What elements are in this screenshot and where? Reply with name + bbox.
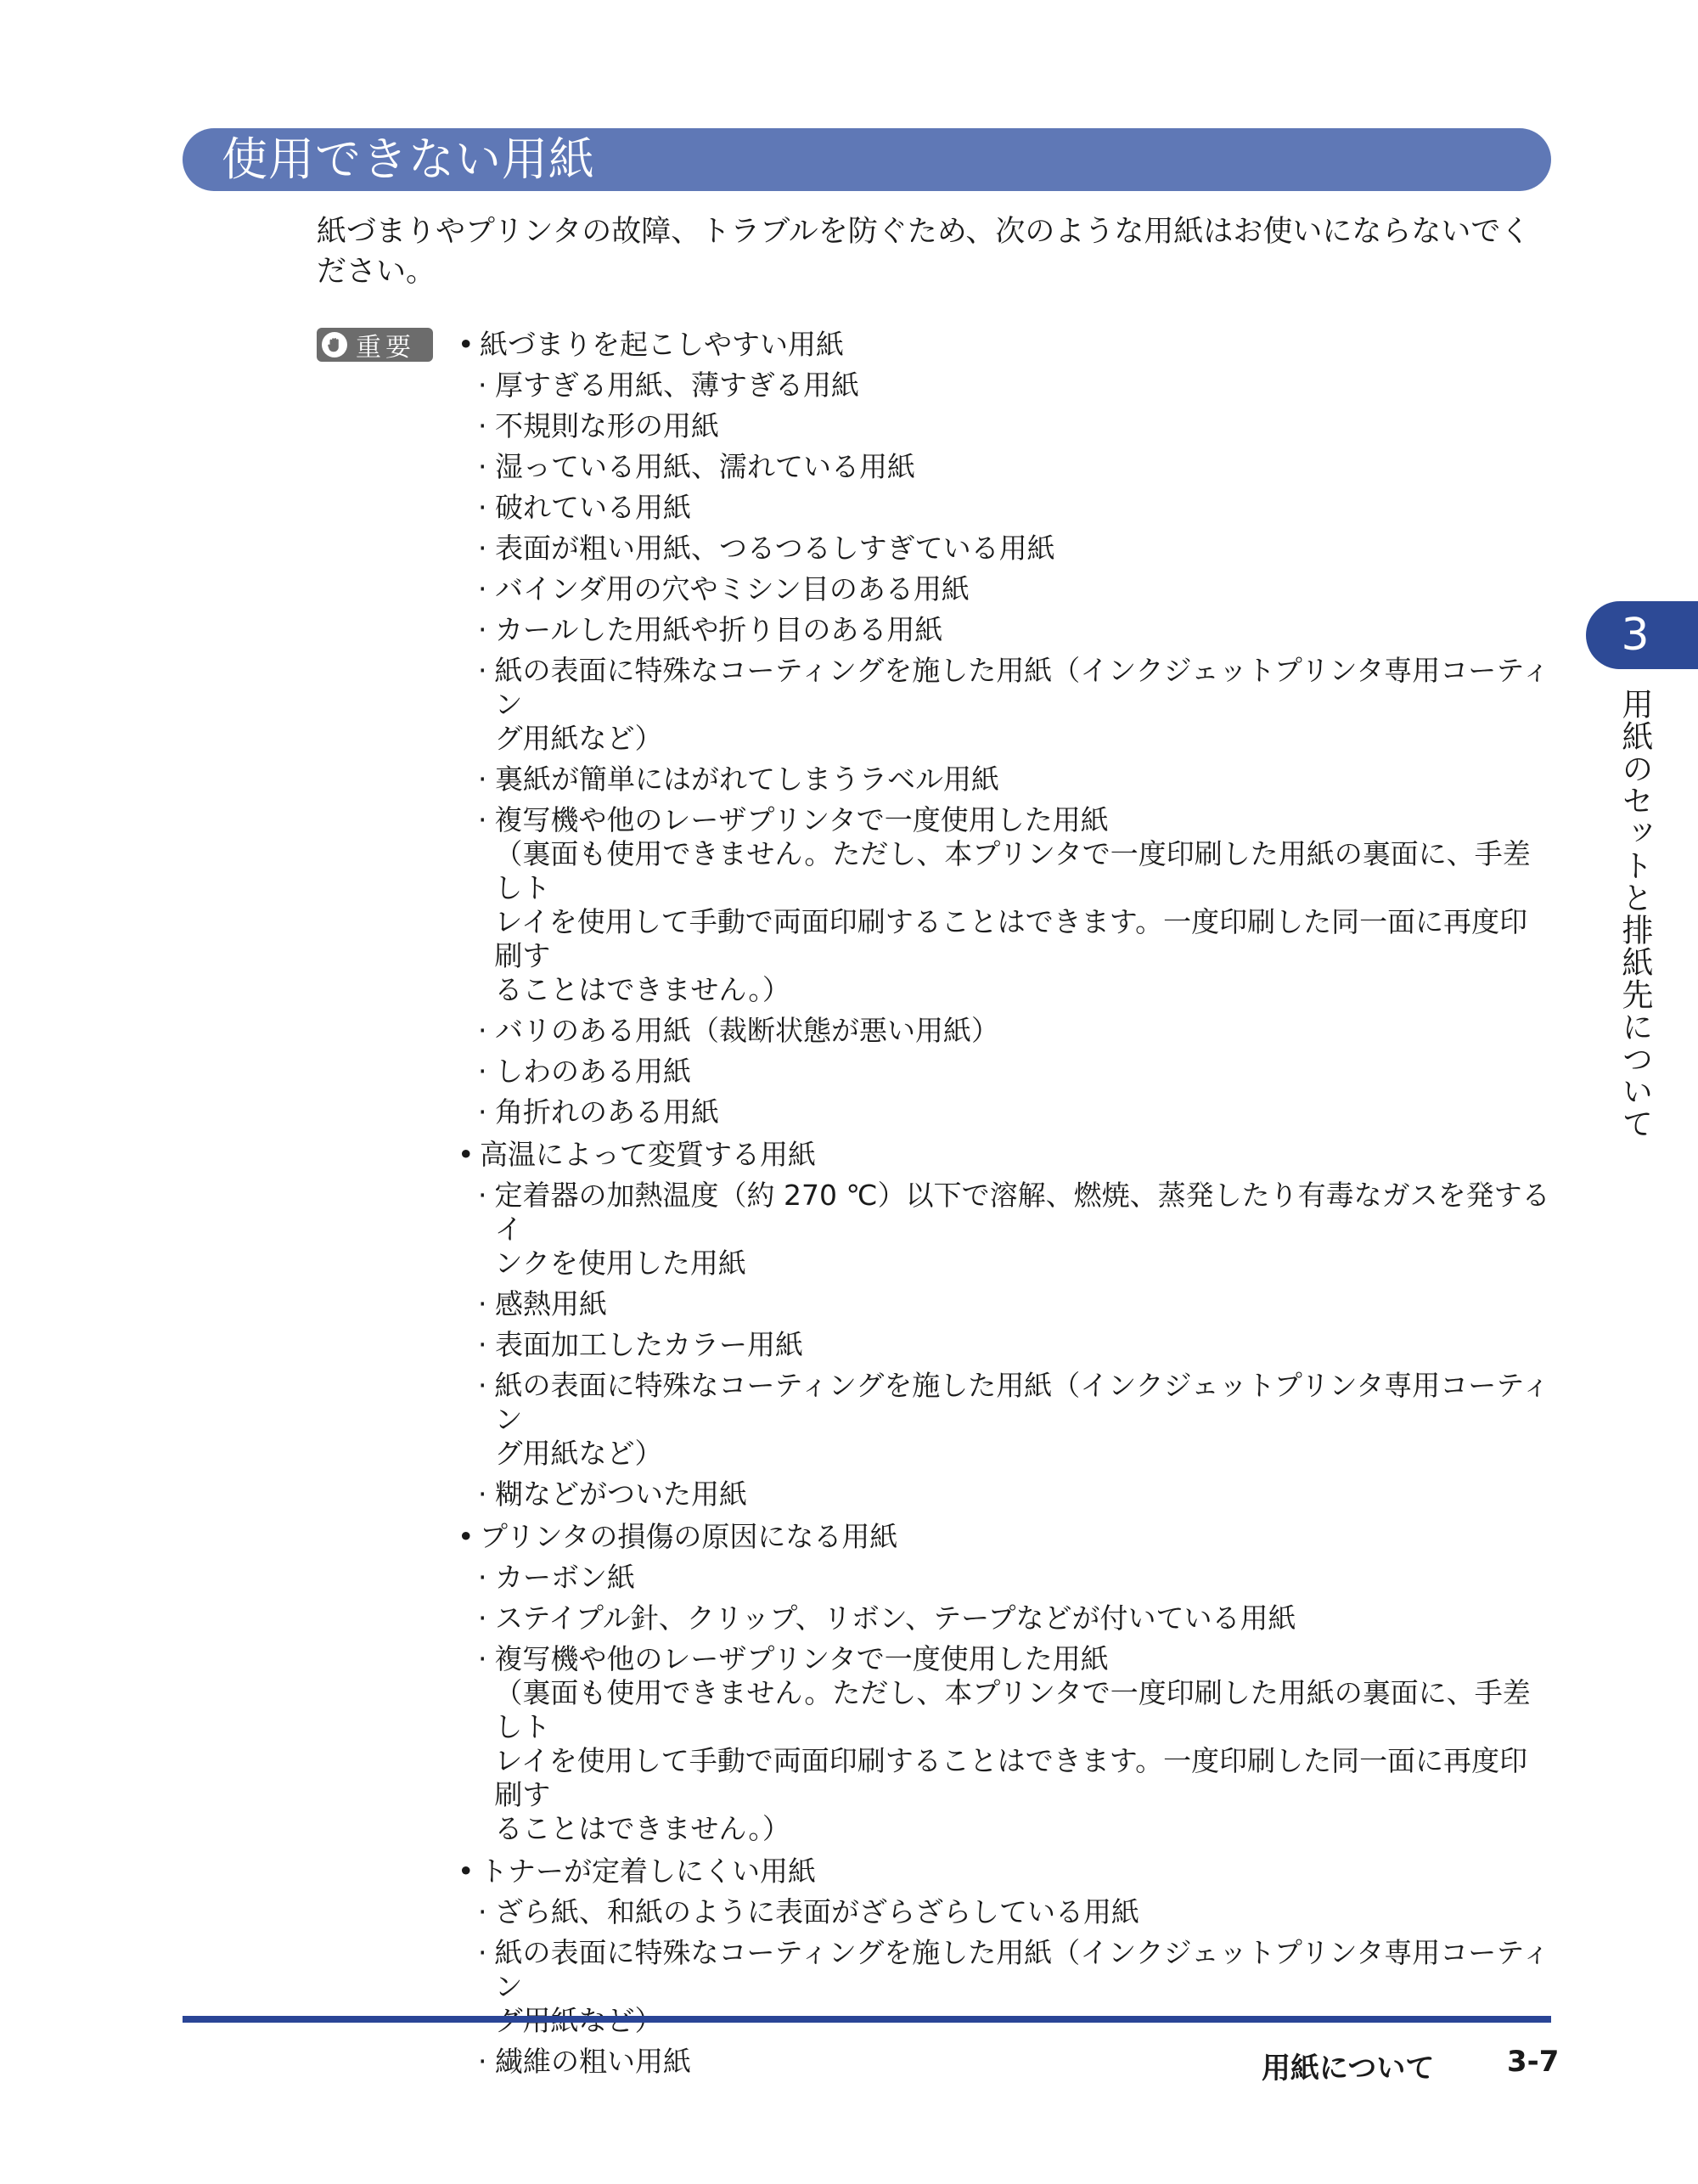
list-item [454, 1179, 1554, 1281]
sub-bullet-icon: · [478, 1369, 487, 1402]
sub-bullet-icon: · [478, 613, 487, 646]
list-item-text: グ用紙など） [494, 1437, 663, 1470]
sub-bullet-icon: · [478, 572, 487, 605]
list-item [454, 1642, 1554, 1846]
list-item [454, 369, 1554, 402]
list-item-text: ざら紙、和紙のように表面がざらざらしている用紙 [495, 1895, 1139, 1928]
sub-bullet-icon: · [478, 1179, 487, 1212]
list-item-text: ることはできません。） [494, 1812, 790, 1845]
sub-bullet-icon: · [478, 1601, 487, 1635]
sub-bullet-icon: · [478, 1895, 487, 1928]
list-item-text: 角折れのある用紙 [495, 1095, 719, 1129]
list-group [454, 1138, 1554, 1511]
sub-bullet-icon: · [478, 654, 487, 687]
list-item [454, 1561, 1554, 1595]
list-item-text: 複写機や他のレーザプリンタで一度使用した用紙 [494, 1642, 1109, 1675]
list-item [454, 1478, 1554, 1511]
sub-bullet-icon: · [478, 409, 487, 442]
chapter-title: 用紙のセットと排紙先について [1616, 688, 1653, 1140]
list-item [454, 763, 1554, 796]
group-heading-text: 高温によって変質する用紙 [480, 1138, 816, 1171]
list-item [454, 409, 1554, 443]
sub-bullet-icon: · [478, 1328, 487, 1361]
list-item-text: グ用紙など） [494, 722, 663, 755]
important-label: 重要 [356, 333, 415, 363]
chapter-tab [1586, 601, 1698, 669]
sub-bullet-icon: · [478, 1095, 487, 1129]
list-item [454, 1601, 1554, 1635]
list-item [454, 1328, 1554, 1362]
list-item [454, 1895, 1554, 1929]
list-item-text: 複写機や他のレーザプリンタで一度使用した用紙 [494, 803, 1109, 836]
list-item-text: 紙の表面に特殊なコーティングを施した用紙（インクジェットプリンタ専用コーティン [494, 1936, 1550, 2003]
sub-bullet-icon: · [478, 763, 487, 796]
section-title-bar [183, 128, 1551, 191]
list-item-text: バリのある用紙（裁断状態が悪い用紙） [495, 1014, 999, 1047]
list-item-text: カールした用紙や折り目のある用紙 [495, 613, 943, 646]
bullet-icon: • [458, 1520, 475, 1553]
list-item [454, 1055, 1554, 1089]
group-heading [454, 328, 1554, 362]
list-item-text: （裏面も使用できません。ただし、本プリンタで一度印刷した用紙の裏面に、手差しト [494, 837, 1531, 904]
list-item [454, 1287, 1554, 1321]
sub-bullet-icon: · [478, 491, 487, 524]
bullet-icon: • [458, 1855, 475, 1888]
page-number: 3-7 [1507, 2045, 1560, 2079]
sub-bullet-icon: · [478, 803, 487, 836]
group-heading [454, 1855, 1554, 1888]
sub-bullet-icon: · [478, 1014, 487, 1047]
list-item [454, 491, 1554, 525]
list-item-text: 厚すぎる用紙、薄すぎる用紙 [495, 369, 859, 402]
sub-bullet-icon: · [478, 450, 487, 483]
list-item-text: 定着器の加熱温度（約 270 ℃）以下で溶解、燃焼、蒸発したり有毒なガスを発するイ [494, 1179, 1550, 1246]
sub-bullet-icon: · [478, 369, 487, 402]
list-item-text: （裏面も使用できません。ただし、本プリンタで一度印刷した用紙の裏面に、手差しト [494, 1676, 1531, 1743]
sub-bullet-icon: · [478, 1055, 487, 1088]
list-item-text: ステイプル針、クリップ、リボン、テープなどが付いている用紙 [495, 1601, 1296, 1635]
list-item-text: バインダ用の穴やミシン目のある用紙 [495, 572, 970, 605]
list-item-text: 感熱用紙 [495, 1287, 607, 1320]
chapter-number: 3 [1621, 610, 1650, 661]
list-item [454, 532, 1554, 566]
group-heading [454, 1520, 1554, 1554]
list-item-text: 裏紙が簡単にはがれてしまうラベル用紙 [495, 763, 999, 796]
list-item-text: ンクを使用した用紙 [494, 1247, 746, 1280]
sub-bullet-icon: · [478, 2045, 487, 2078]
list-item [454, 803, 1554, 1007]
list-item-text: レイを使用して手動で両面印刷することはできます。一度印刷した同一面に再度印刷す [494, 905, 1528, 972]
list-item-text: 破れている用紙 [495, 491, 691, 524]
list-item [454, 613, 1554, 647]
list-item-text: しわのある用紙 [495, 1055, 691, 1088]
important-badge [317, 328, 433, 362]
list-item [454, 450, 1554, 484]
bullet-icon: • [458, 1138, 475, 1171]
stop-hand-icon [322, 332, 347, 357]
section-title: 使用できない用紙 [222, 132, 595, 186]
list-item [454, 1936, 1554, 2038]
list-item-text: 湿っている用紙、濡れている用紙 [495, 450, 915, 483]
list-group [454, 328, 1554, 1129]
list-item-text: 紙の表面に特殊なコーティングを施した用紙（インクジェットプリンタ専用コーティン [494, 1369, 1550, 1436]
bullet-icon: • [458, 328, 475, 361]
list-item-text: 繊維の粗い用紙 [495, 2045, 691, 2078]
sub-bullet-icon: · [478, 1287, 487, 1320]
intro-paragraph: 紙づまりやプリンタの故障、トラブルを防ぐため、次のような用紙はお使いにならないでください。 [317, 215, 1531, 289]
list-item-text: ることはできません。） [494, 973, 790, 1006]
sub-bullet-icon: · [478, 1561, 487, 1594]
list-group [454, 1520, 1554, 1846]
list-item-text: レイを使用して手動で両面印刷することはできます。一度印刷した同一面に再度印刷す [494, 1744, 1528, 1811]
footer-rule [183, 2016, 1551, 2023]
group-heading [454, 1138, 1554, 1172]
group-heading-text: トナーが定着しにくい用紙 [480, 1855, 816, 1888]
list-item [454, 654, 1554, 756]
list-item [454, 1014, 1554, 1048]
sub-bullet-icon: · [478, 1478, 487, 1511]
sub-bullet-icon: · [478, 1642, 487, 1675]
sub-bullet-icon: · [478, 1936, 487, 1969]
footer-title: 用紙について [1262, 2052, 1435, 2085]
list-item-text: 糊などがついた用紙 [495, 1478, 747, 1511]
unusable-paper-list [454, 328, 1554, 2087]
sub-bullet-icon: · [478, 532, 487, 565]
list-item-text: 表面加工したカラー用紙 [495, 1328, 803, 1361]
list-item-text: カーボン紙 [495, 1561, 635, 1594]
list-item-text: 紙の表面に特殊なコーティングを施した用紙（インクジェットプリンタ専用コーティン [494, 654, 1550, 721]
list-item-text: 不規則な形の用紙 [495, 409, 719, 442]
list-item-text: 表面が粗い用紙、つるつるしすぎている用紙 [495, 532, 1055, 565]
list-item [454, 1095, 1554, 1129]
list-item [454, 572, 1554, 606]
group-heading-text: 紙づまりを起こしやすい用紙 [480, 328, 844, 361]
group-heading-text: プリンタの損傷の原因になる用紙 [480, 1520, 898, 1553]
list-item [454, 1369, 1554, 1471]
